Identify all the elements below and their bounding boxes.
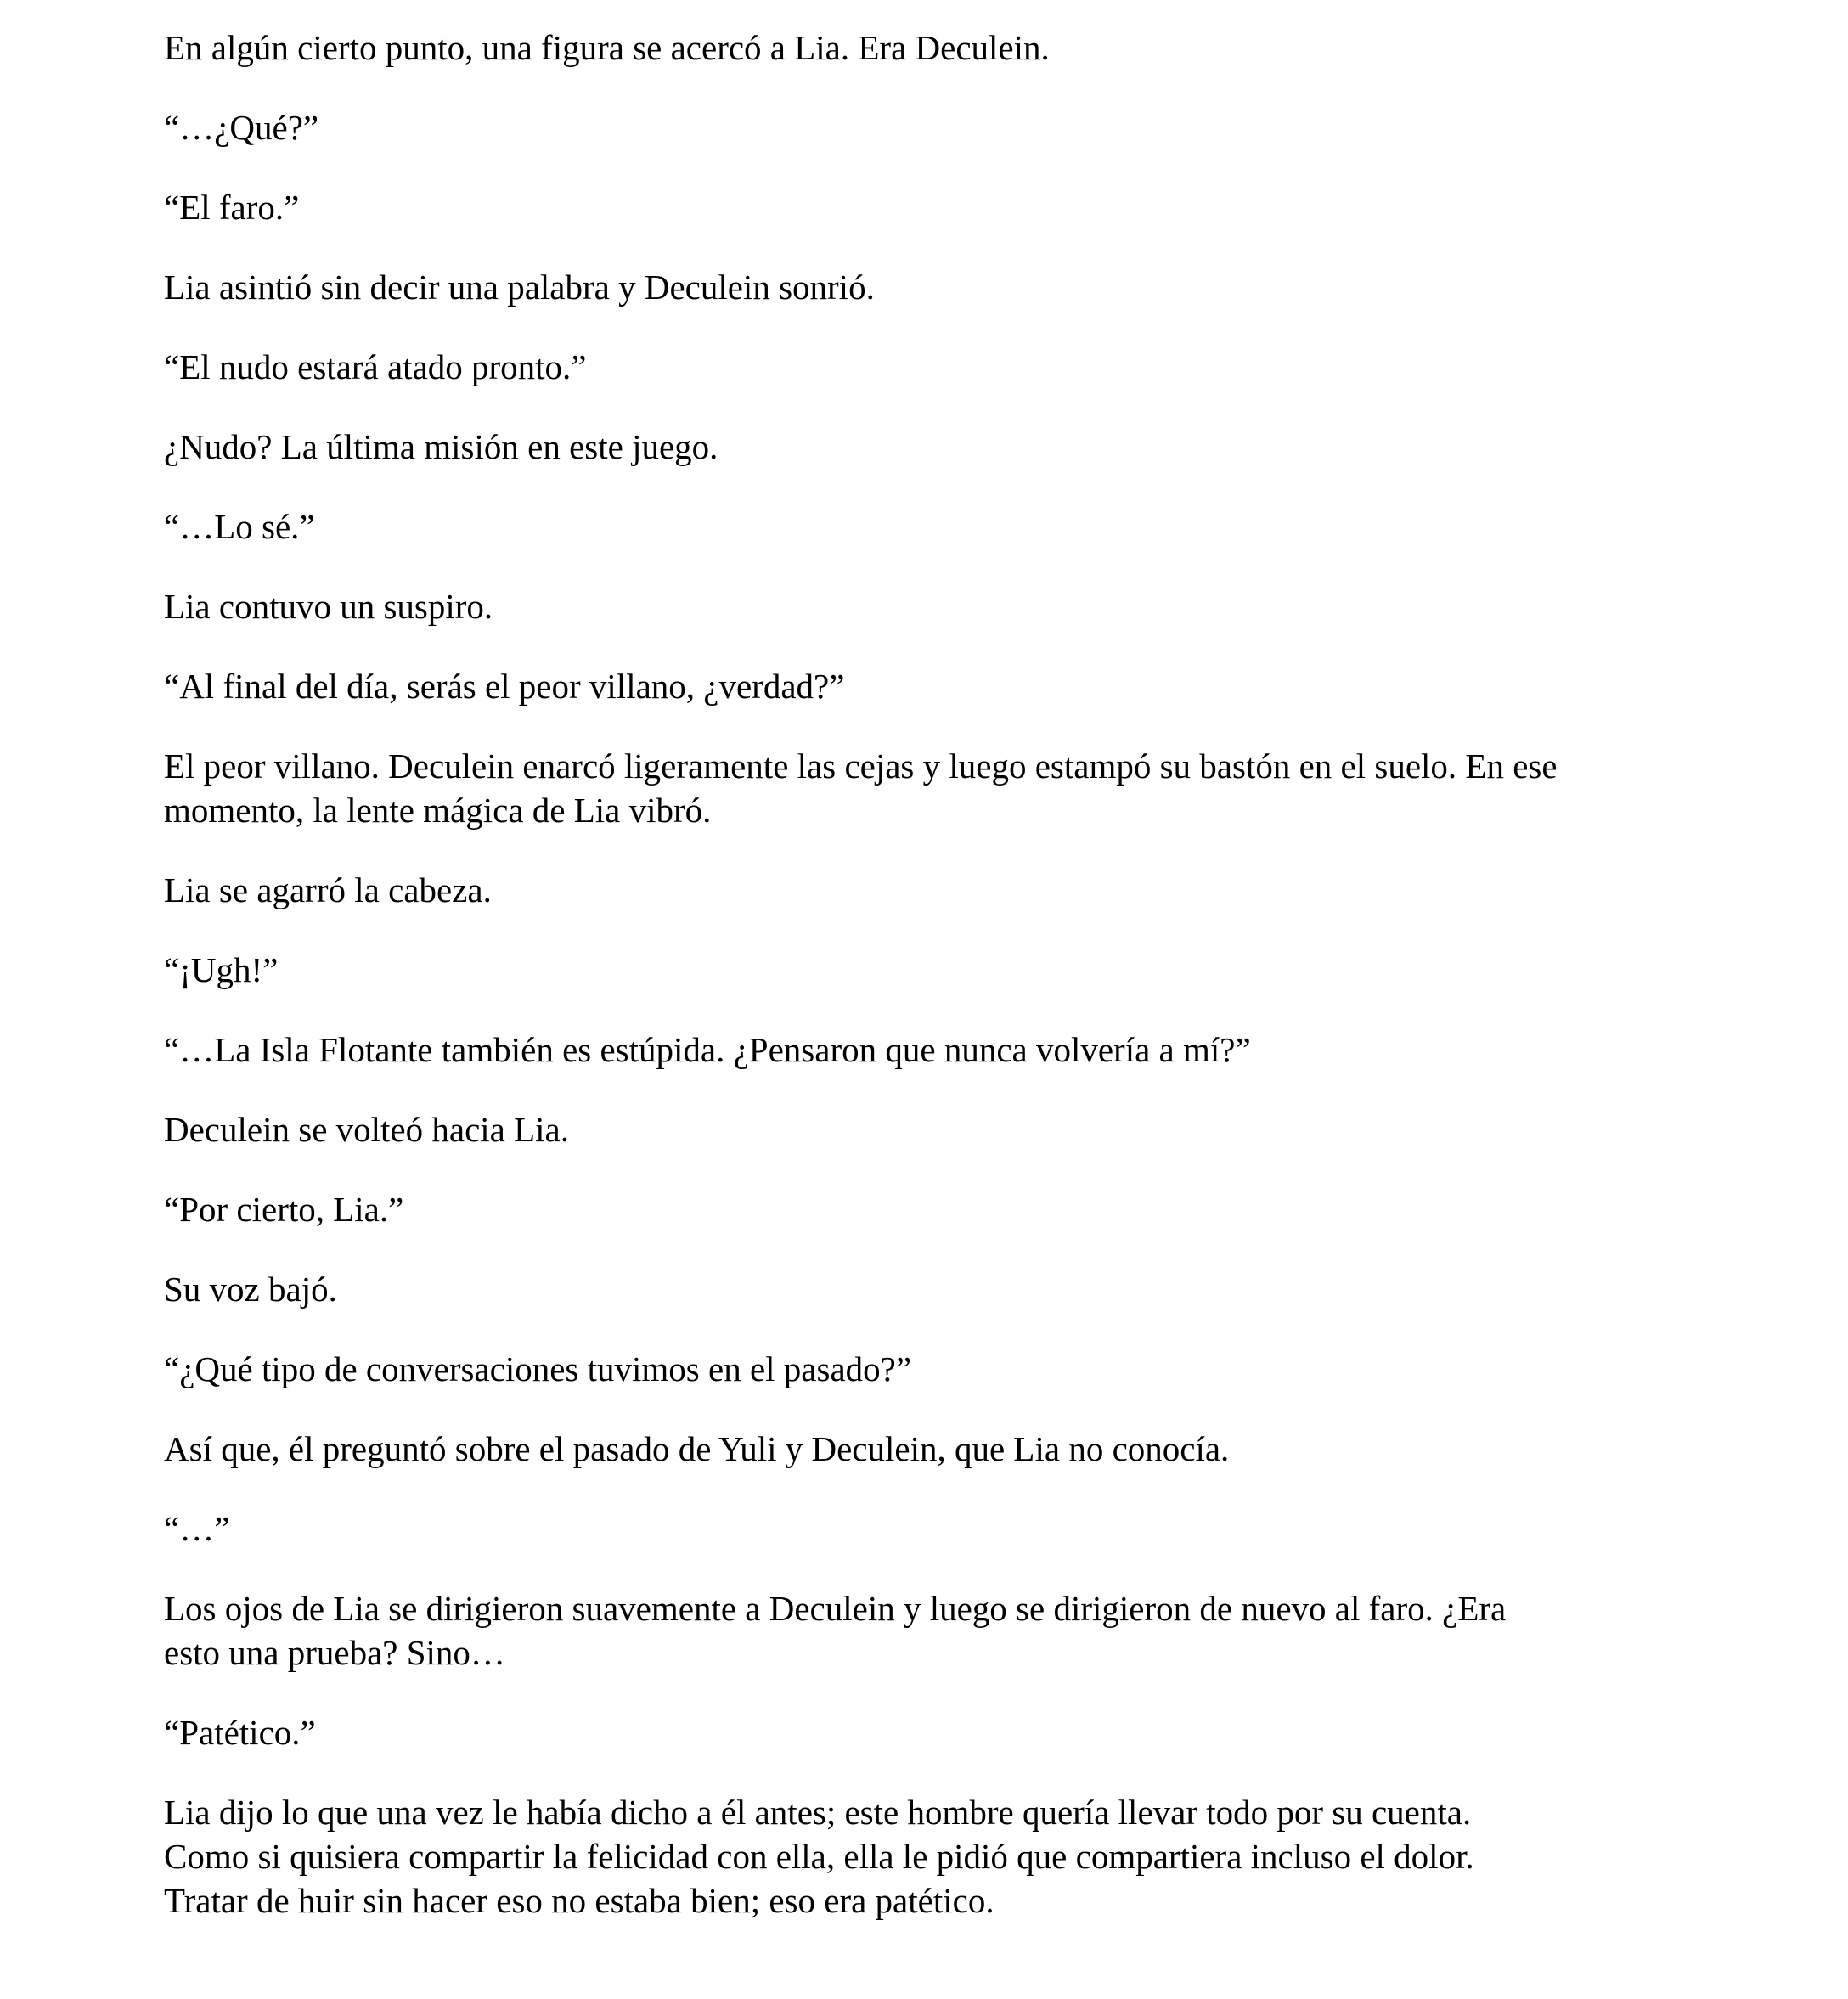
paragraph: “Al final del día, serás el peor villano, ¿verdad?” bbox=[164, 667, 845, 706]
paragraph: “…Lo sé.” bbox=[164, 507, 315, 546]
paragraph: Lia dijo lo que una vez le había dicho a él antes; este hombre quería llevar todo por su cuenta. Como si quisiera compartir la felicidad con ella, ella le pidió que compartiera incluso el dolor. Tratar de huir sin hacer eso no estaba bien; eso era patético. bbox=[164, 1793, 1474, 1920]
document-page bbox=[164, 25, 1710, 1958]
paragraph: El peor villano. Deculein enarcó ligeramente las cejas y luego estampó su bastón en el suelo. En ese momento, la lente mágica de Lia vibró. bbox=[164, 746, 1558, 830]
paragraph: Así que, él preguntó sobre el pasado de Yuli y Deculein, que Lia no conocía. bbox=[164, 1429, 1230, 1468]
paragraph: “Por cierto, Lia.” bbox=[164, 1190, 404, 1229]
paragraph: Lia contuvo un suspiro. bbox=[164, 587, 493, 626]
paragraph: Los ojos de Lia se dirigieron suavemente a Deculein y luego se dirigieron de nuevo al faro. ¿Era esto una prueba? Sino… bbox=[164, 1589, 1507, 1672]
paragraph: “Patético.” bbox=[164, 1713, 316, 1752]
paragraph: “¿Qué tipo de conversaciones tuvimos en el pasado?” bbox=[164, 1349, 912, 1388]
paragraph: “…¿Qué?” bbox=[164, 108, 319, 147]
paragraph: “…La Isla Flotante también es estúpida. ¿Pensaron que nunca volvería a mí?” bbox=[164, 1030, 1251, 1069]
paragraph: Deculein se volteó hacia Lia. bbox=[164, 1110, 569, 1149]
paragraph: “¡Ugh!” bbox=[164, 950, 279, 989]
paragraph: “El nudo estará atado pronto.” bbox=[164, 347, 587, 386]
paragraph: “…” bbox=[164, 1509, 230, 1548]
paragraph: “El faro.” bbox=[164, 188, 300, 227]
paragraph: Su voz bajó. bbox=[164, 1270, 337, 1309]
paragraph: Lia se agarró la cabeza. bbox=[164, 870, 492, 909]
paragraph: Lia asintió sin decir una palabra y Deculein sonrió. bbox=[164, 267, 875, 307]
paragraph: ¿Nudo? La última misión en este juego. bbox=[164, 427, 718, 466]
paragraph: En algún cierto punto, una figura se acercó a Lia. Era Deculein. bbox=[164, 28, 1050, 67]
